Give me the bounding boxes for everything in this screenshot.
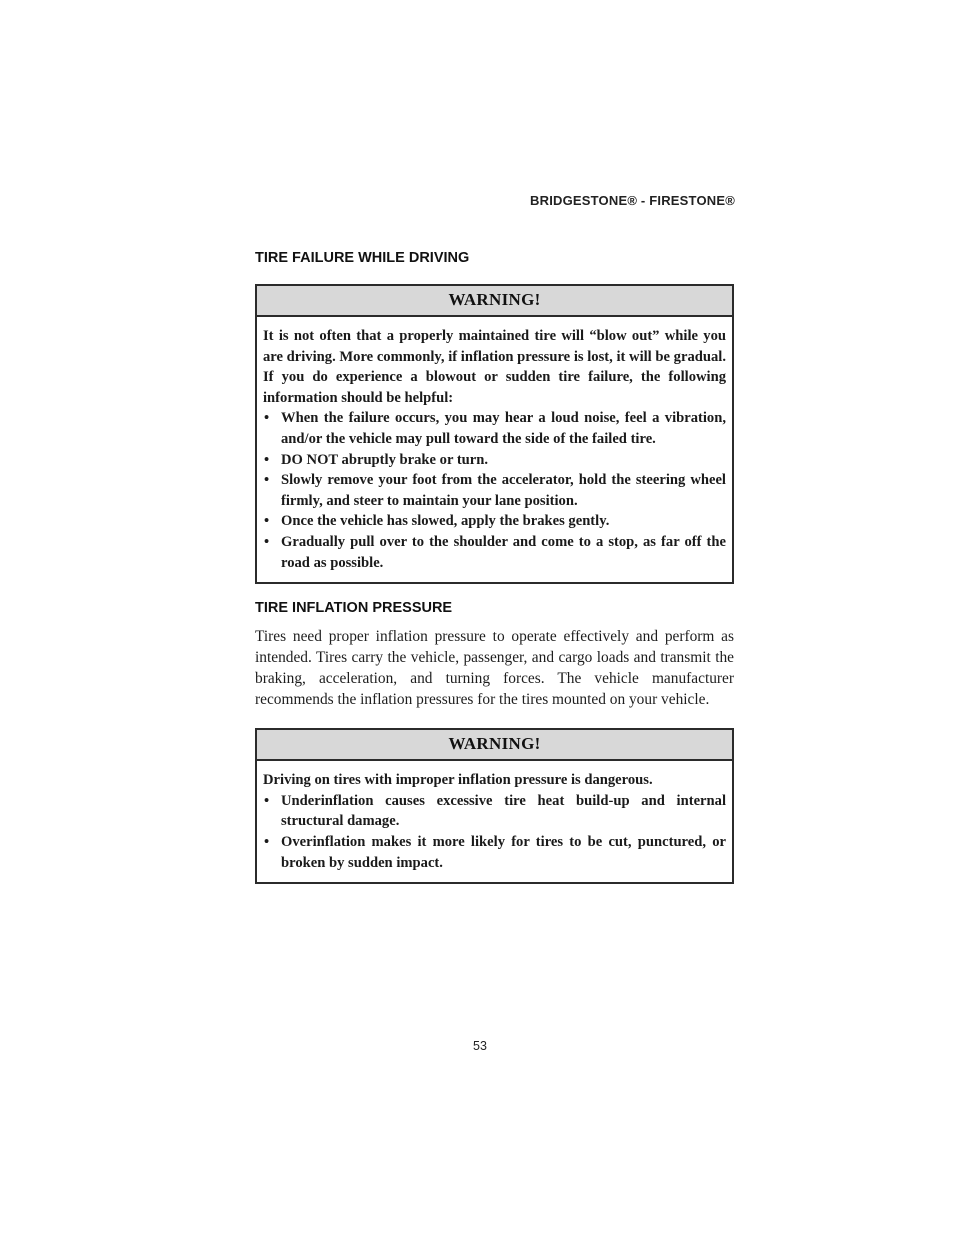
warning-body [257,317,732,582]
warning-bullet-list [263,791,726,873]
warning-bullet-item [263,832,726,873]
bullet-text: DO NOT abruptly brake or turn. [281,451,489,468]
warning-bullet-item [263,532,726,573]
running-head: BRIDGESTONE® - FIRESTONE® [530,193,735,208]
page-content [255,250,734,884]
bullet-icon: • [264,451,270,468]
bullet-icon: • [264,833,270,850]
bullet-text: Slowly remove your foot from the accelerator, hold the steering wheel firmly, and steer to maintain your lane position. [281,472,726,509]
warning-bullet-item [263,511,726,532]
bullet-text: Overinflation makes it more likely for tires to be cut, punctured, or broken by sudden impact. [281,833,726,871]
warning-title: WARNING! [257,730,732,761]
warning-bullet-item [263,791,726,832]
warning-body [257,761,732,882]
warning-intro: Driving on tires with improper inflation pressure is dangerous. [263,772,653,789]
bullet-icon: • [264,472,270,489]
bullet-text: Gradually pull over to the shoulder and come to a stop, as far off the road as possible. [281,533,726,571]
page-number: 53 [473,1039,487,1053]
warning-box-inflation [255,728,734,884]
warning-bullet-item [263,470,726,511]
warning-bullet-list [263,408,726,573]
section-heading-tire-failure: TIRE FAILURE WHILE DRIVING [255,250,470,266]
warning-bullet-item [263,408,726,449]
warning-bullet-item [263,450,726,471]
bullet-icon: • [264,410,270,427]
warning-box-tire-failure [255,284,734,584]
bullet-text: Underinflation causes excessive tire heat build-up and internal structural damage. [281,792,726,830]
bullet-icon: • [264,533,270,550]
warning-intro: It is not often that a properly maintained tire will “blow out” while you are driving. More commonly, if inflation pressure is lost, it will be gradual. If you do experience a blowout or sudden tire failure, the following information should be helpful: [263,328,726,406]
bullet-icon: • [264,792,270,809]
bullet-icon: • [264,513,270,530]
section-heading-inflation-pressure: TIRE INFLATION PRESSURE [255,600,453,617]
warning-title: WARNING! [257,286,732,317]
bullet-text: Once the vehicle has slowed, apply the brakes gently. [281,513,610,530]
bullet-text: When the failure occurs, you may hear a loud noise, feel a vibration, and/or the vehicle may pull toward the side of the failed tire. [281,410,726,447]
body-paragraph: Tires need proper inflation pressure to operate effectively and perform as intended. Tires carry the vehicle, passenger, and cargo loads and transmit the braking, acceleration, and turning forces. The vehicle manufacturer recommends the inflation pressures for the tires mounted on your vehicle. [255,628,734,709]
